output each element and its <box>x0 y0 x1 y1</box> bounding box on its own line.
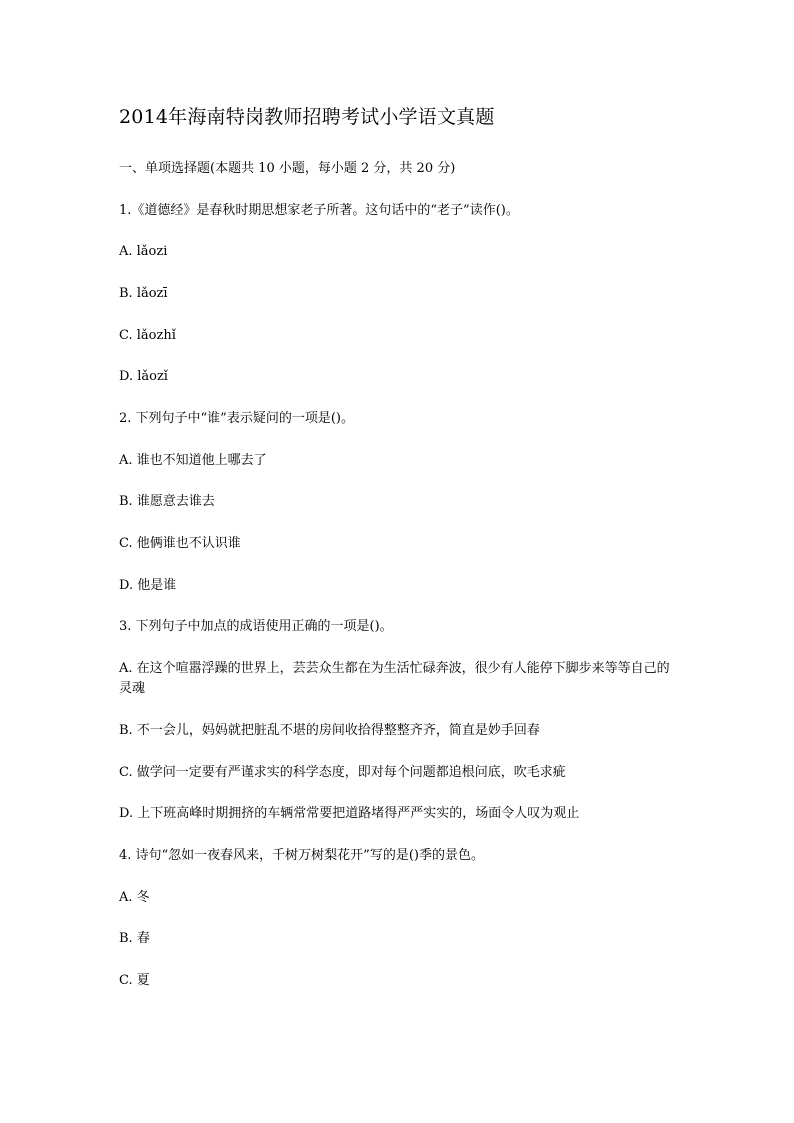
question-2-option-c: C. 他俩谁也不认识谁 <box>119 536 241 551</box>
question-4-option-a: A. 冬 <box>119 890 150 905</box>
question-1-option-c: C. lǎozhǐ <box>119 328 176 343</box>
question-3-stem: 3. 下列句子中加点的成语使用正确的一项是()。 <box>119 619 393 634</box>
document-title: 2014年海南特岗教师招聘考试小学语文真题 <box>119 106 495 128</box>
question-3-option-d: D. 上下班高峰时期拥挤的车辆常常要把道路堵得严严实实的，场面令人叹为观止 <box>119 806 580 821</box>
question-4-option-c: C. 夏 <box>119 973 150 988</box>
question-3-option-b: B. 不一会儿，妈妈就把脏乱不堪的房间收拾得整整齐齐，简直是妙手回春 <box>119 723 540 738</box>
question-3-option-c: C. 做学问一定要有严谨求实的科学态度，即对每个问题都追根问底，吹毛求疵 <box>119 765 566 780</box>
question-1-option-b: B. lǎozī <box>119 286 168 301</box>
question-3-option-a: A. 在这个喧嚣浮躁的世界上，芸芸众生都在为生活忙碌奔波，很少有人能停下脚步来等等自己的灵魂 <box>119 661 670 696</box>
question-2-option-a: A. 谁也不知道他上哪去了 <box>119 453 267 468</box>
question-1-stem: 1.《道德经》是春秋时期思想家老子所著。这句话中的“老子”读作()。 <box>119 203 519 218</box>
section-heading: 一、单项选择题(本题共 10 小题，每小题 2 分，共 20 分) <box>119 161 456 176</box>
question-4-option-b: B. 春 <box>119 931 150 946</box>
question-2-option-d: D. 他是谁 <box>119 578 177 593</box>
question-1-option-d: D. lǎozǐ <box>119 369 168 384</box>
question-4-stem: 4. 诗句“忽如一夜春风来，千树万树梨花开”写的是()季的景色。 <box>119 848 484 863</box>
question-1-option-a: A. lǎozi <box>119 244 168 259</box>
question-2-option-b: B. 谁愿意去谁去 <box>119 494 215 509</box>
question-2-stem: 2. 下列句子中“谁”表示疑问的一项是()。 <box>119 411 354 426</box>
